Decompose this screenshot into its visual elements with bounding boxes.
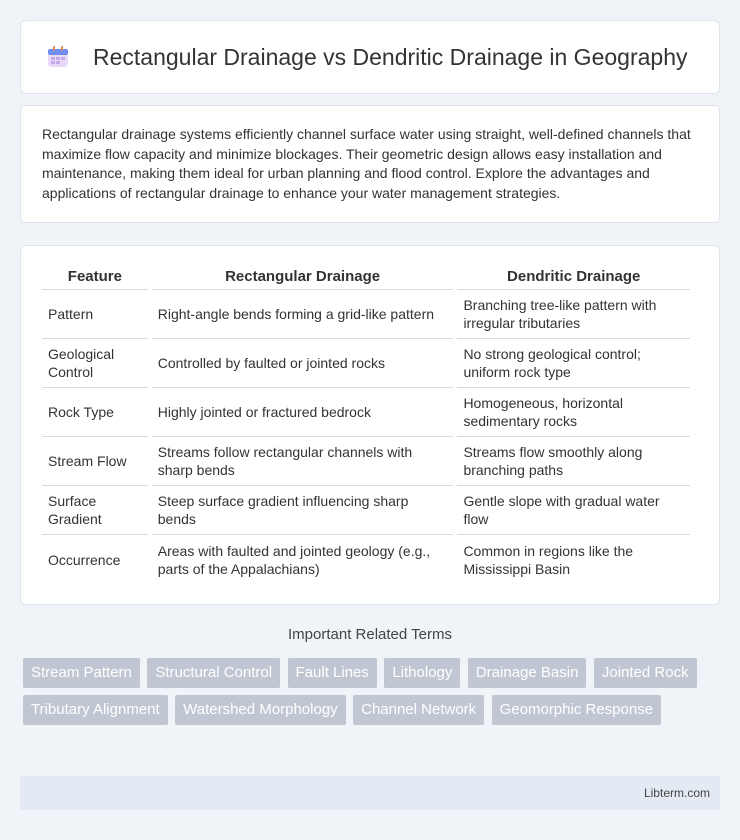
feature-cell: Surface Gradient — [42, 486, 148, 535]
dendritic-cell: No strong geological control; uniform rock type — [457, 339, 690, 388]
rectangular-cell: Streams follow rectangular channels with sharp bends — [152, 437, 454, 486]
term-tag[interactable]: Jointed Rock — [594, 658, 697, 688]
dendritic-cell: Gentle slope with gradual water flow — [457, 486, 690, 535]
dendritic-cell: Common in regions like the Mississippi Basin — [463, 542, 634, 577]
intro-text: Rectangular drainage systems efficiently channel surface water using straight, well-defined channels that maximize flow capacity and minimize blockages. Their geometric design allows easy installation and maintenance, making them ideal for urban planning and flood control. Explore the advantages and applications of rectangular drainage to enhance your water management strategies. — [42, 126, 691, 201]
term-tag[interactable]: Drainage Basin — [468, 658, 587, 688]
feature-cell: Stream Flow — [42, 437, 148, 486]
intro-card — [20, 105, 720, 223]
term-tag[interactable]: Watershed Morphology — [175, 695, 346, 725]
rectangular-cell: Steep surface gradient influencing sharp bends — [152, 486, 454, 535]
table-row — [42, 388, 690, 437]
term-tag[interactable]: Structural Control — [147, 658, 280, 688]
column-header-feature: Feature — [42, 262, 148, 290]
dendritic-cell: Homogeneous, horizontal sedimentary rocks — [457, 388, 690, 437]
term-tag[interactable]: Geomorphic Response — [492, 695, 661, 725]
feature-cell: Pattern — [42, 290, 148, 339]
term-tag[interactable]: Fault Lines — [288, 658, 377, 688]
related-terms-list — [23, 658, 723, 732]
feature-cell: Geological Control — [42, 339, 148, 388]
header-card — [20, 20, 720, 94]
footer-site-link[interactable]: Libterm.com — [643, 786, 710, 800]
term-tag[interactable]: Lithology — [384, 658, 460, 688]
term-tag[interactable]: Stream Pattern — [23, 658, 140, 688]
column-header-dendritic: Dendritic Drainage — [457, 262, 690, 290]
dendritic-cell: Branching tree-like pattern with irregular tributaries — [457, 290, 690, 339]
footer-bar — [20, 776, 720, 810]
comparison-table — [38, 262, 694, 584]
calendar-icon — [45, 44, 71, 70]
rectangular-cell: Areas with faulted and jointed geology (e.g., parts of the Appalachians) — [157, 542, 431, 577]
dendritic-cell: Streams flow smoothly along branching paths — [457, 437, 690, 486]
table-row — [42, 486, 690, 535]
table-row — [42, 535, 690, 584]
term-tag[interactable]: Tributary Alignment — [23, 695, 168, 725]
column-header-rectangular: Rectangular Drainage — [152, 262, 454, 290]
table-row — [42, 437, 690, 486]
term-tag[interactable]: Channel Network — [353, 695, 484, 725]
rectangular-cell: Highly jointed or fractured bedrock — [152, 388, 454, 437]
table-row — [42, 290, 690, 339]
rectangular-cell: Controlled by faulted or jointed rocks — [152, 339, 454, 388]
table-header-row — [42, 262, 690, 290]
related-terms-heading: Important Related Terms — [288, 626, 452, 643]
comparison-card — [20, 245, 720, 605]
rectangular-cell: Right-angle bends forming a grid-like pattern — [152, 290, 454, 339]
page-title: Rectangular Drainage vs Dendritic Drainage in Geography — [93, 43, 688, 70]
table-row — [42, 339, 690, 388]
feature-cell: Rock Type — [42, 388, 148, 437]
feature-cell: Occurrence — [48, 551, 121, 568]
